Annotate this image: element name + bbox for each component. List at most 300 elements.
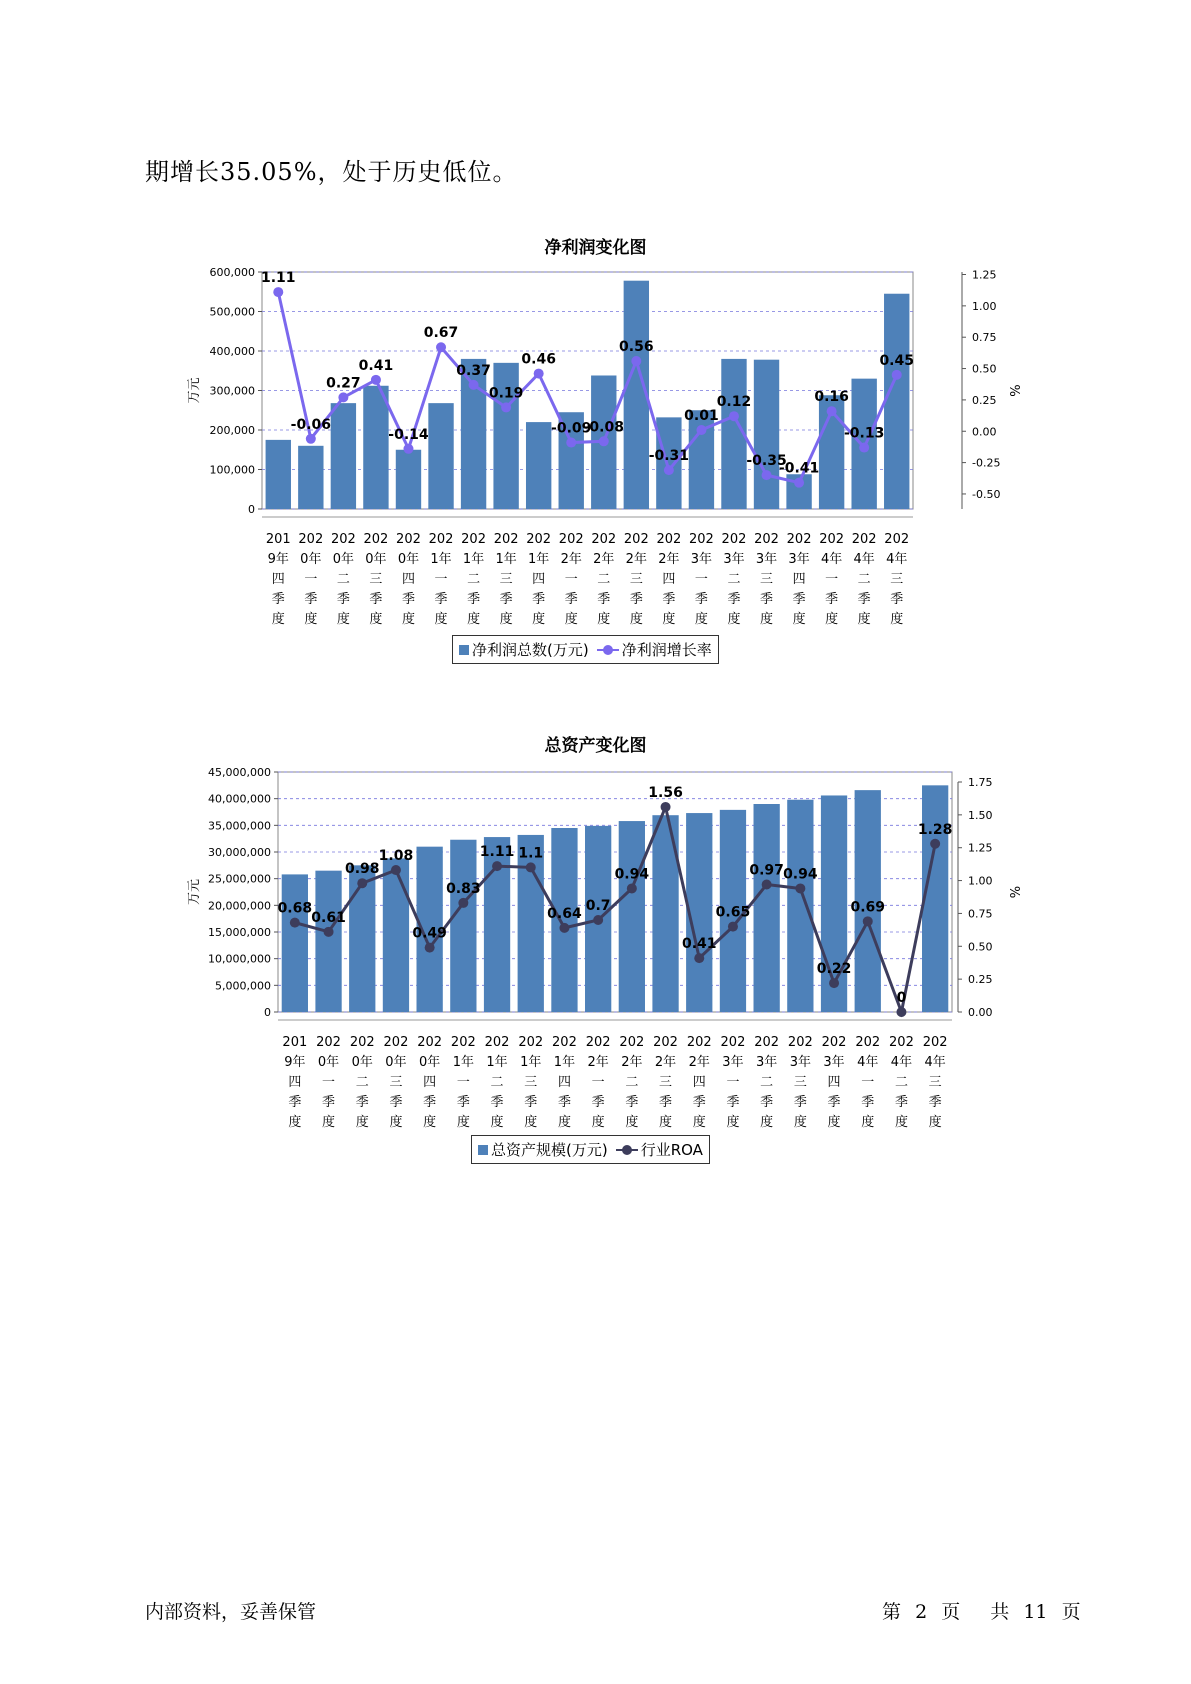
- y2-tick-label: 0.75: [972, 331, 997, 345]
- x-tick-label: 度: [336, 612, 350, 627]
- x-tick-label: 一: [564, 572, 578, 587]
- x-tick-label: 4年: [886, 552, 908, 567]
- data-label: 0.67: [423, 325, 459, 342]
- x-tick-label: 季: [456, 1095, 470, 1110]
- y2-tick-label: 0.25: [968, 973, 993, 987]
- x-tick-label: 202: [686, 1035, 712, 1050]
- x-tick-label: 202: [754, 1035, 780, 1050]
- x-tick-label: 二: [727, 572, 741, 587]
- x-tick-label: 季: [389, 1095, 403, 1110]
- x-tick-label: 一: [694, 572, 708, 587]
- x-tick-label: 一: [825, 572, 839, 587]
- x-tick-label: 度: [793, 1115, 807, 1130]
- data-label: 0.68: [277, 900, 313, 917]
- x-tick-label: 二: [760, 1075, 774, 1090]
- line-point: [469, 380, 479, 390]
- y-tick-label: 25,000,000: [208, 872, 271, 886]
- bar: [266, 440, 291, 509]
- y-tick-label: 100,000: [209, 463, 255, 477]
- x-tick-label: 三: [890, 572, 904, 587]
- line-point: [827, 406, 837, 416]
- x-tick-label: 季: [625, 1095, 639, 1110]
- line-point: [762, 880, 772, 890]
- x-tick-label: 季: [857, 592, 871, 607]
- net-profit-chart: [0, 250, 1191, 650]
- y2-tick-label: 0.25: [972, 393, 997, 407]
- data-label: 0.61: [311, 909, 346, 926]
- y2-tick-label: 0.50: [972, 362, 997, 376]
- x-tick-label: 度: [625, 1115, 639, 1130]
- data-label: 0.22: [816, 961, 852, 978]
- x-tick-label: 4年: [890, 1055, 913, 1070]
- x-tick-label: 度: [564, 612, 578, 627]
- chart2-title: 总资产变化图: [544, 736, 647, 756]
- y2-tick-label: 0.00: [972, 425, 997, 439]
- data-label: -0.35: [746, 453, 787, 470]
- x-tick-label: 季: [727, 592, 741, 607]
- data-label: 0.97: [749, 862, 784, 879]
- line-point: [371, 375, 381, 385]
- line-point: [391, 865, 401, 875]
- x-tick-label: 202: [754, 532, 779, 547]
- bar-swatch-icon: [459, 645, 469, 655]
- line-point: [599, 436, 609, 446]
- x-tick-label: 202: [656, 532, 682, 547]
- x-tick-label: 度: [322, 1115, 336, 1130]
- data-label: 0.94: [783, 866, 818, 883]
- x-tick-label: 202: [396, 532, 421, 547]
- line-point: [501, 402, 511, 412]
- x-tick-label: 季: [793, 1095, 807, 1110]
- bar: [450, 840, 476, 1012]
- line-marker-icon: [597, 645, 619, 655]
- y-tick-label: 600,000: [209, 266, 255, 279]
- x-tick-label: 202: [619, 1035, 645, 1050]
- data-label: 0.12: [716, 394, 752, 411]
- bar: [619, 821, 645, 1012]
- line-point: [896, 1007, 906, 1017]
- x-tick-label: 季: [591, 1095, 605, 1110]
- line-point: [290, 918, 300, 928]
- x-tick-label: 度: [288, 1115, 302, 1130]
- y-tick-label: 35,000,000: [208, 819, 271, 833]
- x-tick-label: 季: [662, 592, 676, 607]
- x-tick-label: 202: [493, 532, 519, 547]
- line-point: [795, 883, 805, 893]
- x-tick-label: 202: [526, 532, 552, 547]
- x-tick-label: 季: [928, 1095, 942, 1110]
- x-tick-label: 2年: [621, 1055, 643, 1070]
- data-label: 0.46: [521, 351, 556, 368]
- x-tick-label: 度: [694, 612, 708, 627]
- data-label: 0.7: [585, 898, 611, 914]
- line-point: [425, 943, 435, 953]
- x-tick-label: 季: [336, 592, 350, 607]
- x-tick-label: 度: [629, 612, 643, 627]
- data-label: 0.37: [456, 362, 491, 379]
- bar: [518, 835, 544, 1012]
- x-tick-label: 季: [322, 1095, 336, 1110]
- bar: [298, 446, 323, 509]
- x-tick-label: 度: [692, 1115, 706, 1130]
- x-tick-label: 1年: [528, 552, 550, 567]
- y-tick-label: 0: [264, 1006, 271, 1019]
- chart2-legend: [471, 1135, 710, 1164]
- data-label: 0.41: [681, 936, 717, 953]
- bar: [787, 800, 813, 1012]
- bar: [884, 294, 909, 509]
- x-tick-label: 9年: [284, 1055, 306, 1070]
- line-point: [728, 922, 738, 932]
- data-label: 1.28: [917, 821, 953, 838]
- x-tick-label: 202: [484, 1035, 510, 1050]
- x-tick-label: 3年: [789, 1055, 811, 1070]
- x-tick-label: 度: [369, 612, 383, 627]
- x-tick-label: 202: [821, 1035, 847, 1050]
- x-tick-label: 度: [389, 1115, 403, 1130]
- chart2-legend-bar: 总资产规模(万元): [478, 1139, 608, 1160]
- x-tick-label: 0年: [317, 1055, 340, 1070]
- data-label: -0.08: [583, 419, 624, 436]
- data-label: 1.11: [479, 844, 515, 861]
- y2-tick-label: 1.25: [972, 268, 997, 282]
- footer-page-number: 第 2 页 共 11 页: [882, 1601, 1081, 1623]
- x-tick-label: 一: [726, 1075, 740, 1090]
- x-tick-label: 季: [726, 1095, 740, 1110]
- x-tick-label: 一: [322, 1075, 336, 1090]
- x-tick-label: 一: [861, 1075, 875, 1090]
- x-tick-label: 202: [383, 1035, 409, 1050]
- x-tick-label: 0年: [332, 552, 355, 567]
- x-tick-label: 季: [597, 592, 611, 607]
- x-tick-label: 二: [490, 1075, 504, 1090]
- y2-tick-label: 0.00: [968, 1006, 993, 1019]
- x-tick-label: 度: [928, 1115, 942, 1130]
- x-tick-label: 2年: [654, 1055, 677, 1070]
- y-tick-label: 200,000: [209, 424, 255, 437]
- x-tick-label: 四: [662, 572, 676, 587]
- x-tick-label: 202: [363, 532, 389, 547]
- x-tick-label: 度: [825, 612, 839, 627]
- x-tick-label: 1年: [495, 552, 517, 567]
- y2-tick-label: -0.50: [972, 487, 1001, 501]
- line-point: [436, 342, 446, 352]
- bar-swatch-icon: [478, 1145, 488, 1155]
- x-tick-label: 季: [557, 1095, 571, 1110]
- x-tick-label: 季: [369, 592, 383, 607]
- data-label: -0.13: [843, 425, 885, 442]
- x-tick-label: 二: [467, 572, 481, 587]
- x-tick-label: 202: [518, 1035, 544, 1050]
- x-tick-label: 一: [591, 1075, 605, 1090]
- x-tick-label: 202: [591, 532, 617, 547]
- y-tick-label: 20,000,000: [208, 899, 271, 913]
- x-tick-label: 202: [428, 532, 454, 547]
- x-tick-label: 三: [760, 572, 774, 587]
- x-tick-label: 202: [623, 532, 649, 547]
- x-tick-label: 季: [792, 592, 806, 607]
- data-label: 0.94: [614, 866, 650, 883]
- data-label: -0.41: [778, 460, 820, 477]
- data-label: 0.16: [814, 389, 849, 406]
- x-tick-label: 季: [659, 1095, 673, 1110]
- line-point: [729, 411, 739, 421]
- x-tick-label: 三: [524, 1075, 538, 1090]
- x-tick-label: 度: [727, 612, 741, 627]
- x-tick-label: 202: [417, 1035, 443, 1050]
- line-point: [403, 444, 413, 454]
- x-tick-label: 三: [629, 572, 643, 587]
- x-tick-label: 季: [825, 592, 839, 607]
- data-label: -0.06: [290, 416, 332, 433]
- y2-axis-label: %: [1009, 885, 1024, 899]
- x-tick-label: 度: [434, 612, 448, 627]
- bar: [315, 871, 341, 1012]
- x-tick-label: 度: [532, 612, 546, 627]
- x-tick-label: 季: [760, 1095, 774, 1110]
- data-label: 0.19: [488, 385, 524, 402]
- x-tick-label: 二: [355, 1075, 369, 1090]
- data-label: 0.49: [412, 925, 447, 942]
- x-tick-label: 1年: [520, 1055, 542, 1070]
- x-tick-label: 度: [456, 1115, 470, 1130]
- line-point: [492, 861, 502, 871]
- y-axis-label: 万元: [187, 377, 202, 404]
- x-tick-label: 度: [304, 612, 318, 627]
- x-tick-label: 度: [271, 612, 285, 627]
- y-tick-label: 300,000: [209, 384, 255, 398]
- x-tick-label: 0年: [365, 552, 387, 567]
- x-tick-label: 季: [524, 1095, 538, 1110]
- x-tick-label: 0年: [397, 552, 420, 567]
- data-label: 0: [896, 990, 907, 1006]
- x-tick-label: 季: [861, 1095, 875, 1110]
- x-tick-label: 一: [304, 572, 318, 587]
- x-tick-label: 季: [423, 1095, 437, 1110]
- line-marker-icon: [616, 1145, 638, 1155]
- y2-tick-label: 0.75: [968, 907, 993, 921]
- bar: [754, 804, 780, 1012]
- bar: [922, 785, 948, 1012]
- x-tick-label: 度: [662, 612, 676, 627]
- x-tick-label: 2年: [625, 552, 647, 567]
- x-tick-label: 度: [524, 1115, 538, 1130]
- y-axis-label: 万元: [187, 878, 202, 906]
- line-point: [892, 370, 902, 380]
- x-tick-label: 度: [861, 1115, 875, 1130]
- chart1-legend: [452, 635, 719, 664]
- x-tick-label: 1年: [462, 552, 485, 567]
- x-tick-label: 3年: [823, 1055, 845, 1070]
- x-tick-label: 3年: [722, 1055, 744, 1070]
- x-tick-label: 202: [889, 1035, 914, 1050]
- bar: [754, 360, 779, 509]
- x-tick-label: 202: [819, 532, 845, 547]
- x-tick-label: 四: [288, 1075, 302, 1090]
- x-tick-label: 度: [423, 1115, 437, 1130]
- bar: [331, 403, 356, 509]
- y-tick-label: 500,000: [209, 305, 255, 319]
- data-label: -0.09: [551, 420, 592, 437]
- x-tick-label: 季: [490, 1095, 504, 1110]
- x-tick-label: 3年: [690, 552, 713, 567]
- line-point: [930, 839, 940, 849]
- x-tick-label: 三: [499, 572, 513, 587]
- data-label: 0.69: [850, 899, 886, 916]
- y-tick-label: 15,000,000: [208, 926, 271, 939]
- data-label: 0.98: [344, 861, 380, 878]
- x-tick-label: 度: [490, 1115, 504, 1130]
- x-tick-label: 度: [760, 612, 774, 627]
- x-tick-label: 1年: [452, 1055, 474, 1070]
- x-tick-label: 度: [726, 1115, 740, 1130]
- line-point: [324, 927, 334, 937]
- x-tick-label: 度: [355, 1115, 369, 1130]
- data-label: 0.41: [358, 357, 394, 374]
- x-tick-label: 三: [369, 572, 383, 587]
- line-point: [859, 443, 869, 453]
- x-tick-label: 季: [467, 592, 481, 607]
- x-tick-label: 201: [265, 532, 291, 547]
- x-tick-label: 三: [389, 1075, 403, 1090]
- x-tick-label: 季: [355, 1095, 369, 1110]
- x-tick-label: 度: [591, 1115, 605, 1130]
- x-tick-label: 202: [689, 532, 714, 547]
- x-tick-label: 度: [760, 1115, 774, 1130]
- x-tick-label: 202: [922, 1035, 948, 1050]
- x-tick-label: 201: [282, 1035, 308, 1050]
- data-label: 1.56: [648, 784, 683, 801]
- x-tick-label: 4年: [853, 552, 875, 567]
- x-tick-label: 4年: [820, 552, 843, 567]
- line-point: [559, 923, 569, 933]
- line-point: [566, 438, 576, 448]
- data-label: -0.31: [648, 448, 690, 465]
- y-tick-label: 400,000: [209, 345, 255, 358]
- x-tick-label: 四: [692, 1075, 706, 1090]
- line-point: [664, 465, 674, 475]
- x-tick-label: 季: [401, 592, 415, 607]
- x-tick-label: 202: [558, 532, 584, 547]
- x-tick-label: 3年: [756, 1055, 778, 1070]
- x-tick-label: 度: [827, 1115, 841, 1130]
- line-point: [829, 978, 839, 988]
- data-label: 0.64: [547, 905, 582, 922]
- x-tick-label: 季: [894, 1095, 908, 1110]
- bar: [526, 422, 551, 509]
- line-point: [273, 287, 283, 297]
- x-tick-label: 202: [653, 1035, 678, 1050]
- total-assets-chart: [0, 750, 1191, 1150]
- x-tick-label: 202: [450, 1035, 476, 1050]
- data-label: 1.1: [518, 845, 544, 862]
- x-tick-label: 3年: [755, 552, 778, 567]
- data-label: 0.83: [446, 880, 481, 897]
- x-tick-label: 202: [787, 1035, 813, 1050]
- x-tick-label: 202: [298, 532, 324, 547]
- x-tick-label: 四: [792, 572, 806, 587]
- y-tick-label: 40,000,000: [208, 792, 271, 806]
- x-tick-label: 季: [564, 592, 578, 607]
- x-tick-label: 3年: [788, 552, 810, 567]
- bar: [282, 874, 308, 1012]
- x-tick-label: 202: [855, 1035, 881, 1050]
- x-tick-label: 3年: [723, 552, 745, 567]
- bar: [396, 450, 421, 509]
- x-tick-label: 季: [499, 592, 513, 607]
- x-tick-label: 一: [456, 1075, 470, 1090]
- line-point: [534, 369, 544, 379]
- x-tick-label: 季: [532, 592, 546, 607]
- x-tick-label: 季: [692, 1095, 706, 1110]
- y2-tick-label: -0.25: [972, 456, 1001, 470]
- data-label: 0.27: [326, 375, 361, 392]
- data-label: -0.14: [388, 426, 429, 443]
- line-point: [694, 953, 704, 963]
- chart1-legend-line: 净利润增长率: [597, 639, 712, 660]
- y-tick-label: 0: [248, 503, 255, 516]
- x-tick-label: 1年: [430, 552, 452, 567]
- line-point: [762, 470, 772, 480]
- x-tick-label: 度: [792, 612, 806, 627]
- x-tick-label: 2年: [560, 552, 582, 567]
- data-label: 0.65: [715, 904, 751, 921]
- x-tick-label: 202: [349, 1035, 375, 1050]
- x-tick-label: 四: [423, 1075, 437, 1090]
- x-tick-label: 4年: [857, 1055, 879, 1070]
- x-tick-label: 四: [827, 1075, 841, 1090]
- x-tick-label: 二: [894, 1075, 908, 1090]
- line-point: [306, 434, 316, 444]
- x-tick-label: 度: [894, 1115, 908, 1130]
- line-point: [696, 425, 706, 435]
- x-tick-label: 二: [597, 572, 611, 587]
- x-tick-label: 202: [786, 532, 812, 547]
- x-tick-label: 0年: [300, 552, 322, 567]
- x-tick-label: 二: [625, 1075, 639, 1090]
- x-tick-label: 0年: [419, 1055, 441, 1070]
- x-tick-label: 度: [597, 612, 611, 627]
- data-label: 0.01: [684, 408, 719, 424]
- y-tick-label: 5,000,000: [215, 979, 271, 993]
- x-tick-label: 2年: [688, 1055, 710, 1070]
- x-tick-label: 季: [288, 1095, 302, 1110]
- y-tick-label: 45,000,000: [208, 766, 271, 779]
- x-tick-label: 度: [401, 612, 415, 627]
- x-tick-label: 三: [659, 1075, 673, 1090]
- line-point: [338, 392, 348, 402]
- chart2-legend-line: 行业ROA: [616, 1139, 703, 1160]
- x-tick-label: 季: [890, 592, 904, 607]
- line-point: [661, 802, 671, 812]
- y2-tick-label: 1.50: [968, 808, 993, 822]
- x-tick-label: 202: [720, 1035, 746, 1050]
- data-label: 0.56: [619, 339, 654, 356]
- x-tick-label: 三: [928, 1075, 942, 1090]
- x-tick-label: 四: [271, 572, 285, 587]
- y-tick-label: 30,000,000: [208, 846, 271, 859]
- x-tick-label: 一: [434, 572, 448, 587]
- x-tick-label: 1年: [486, 1055, 508, 1070]
- x-tick-label: 度: [890, 612, 904, 627]
- x-tick-label: 202: [330, 532, 356, 547]
- line-point: [526, 862, 536, 872]
- x-tick-label: 季: [694, 592, 708, 607]
- x-tick-label: 2年: [658, 552, 680, 567]
- chart1-legend-bar: 净利润总数(万元): [459, 639, 589, 660]
- x-tick-label: 四: [401, 572, 415, 587]
- x-tick-label: 二: [857, 572, 871, 587]
